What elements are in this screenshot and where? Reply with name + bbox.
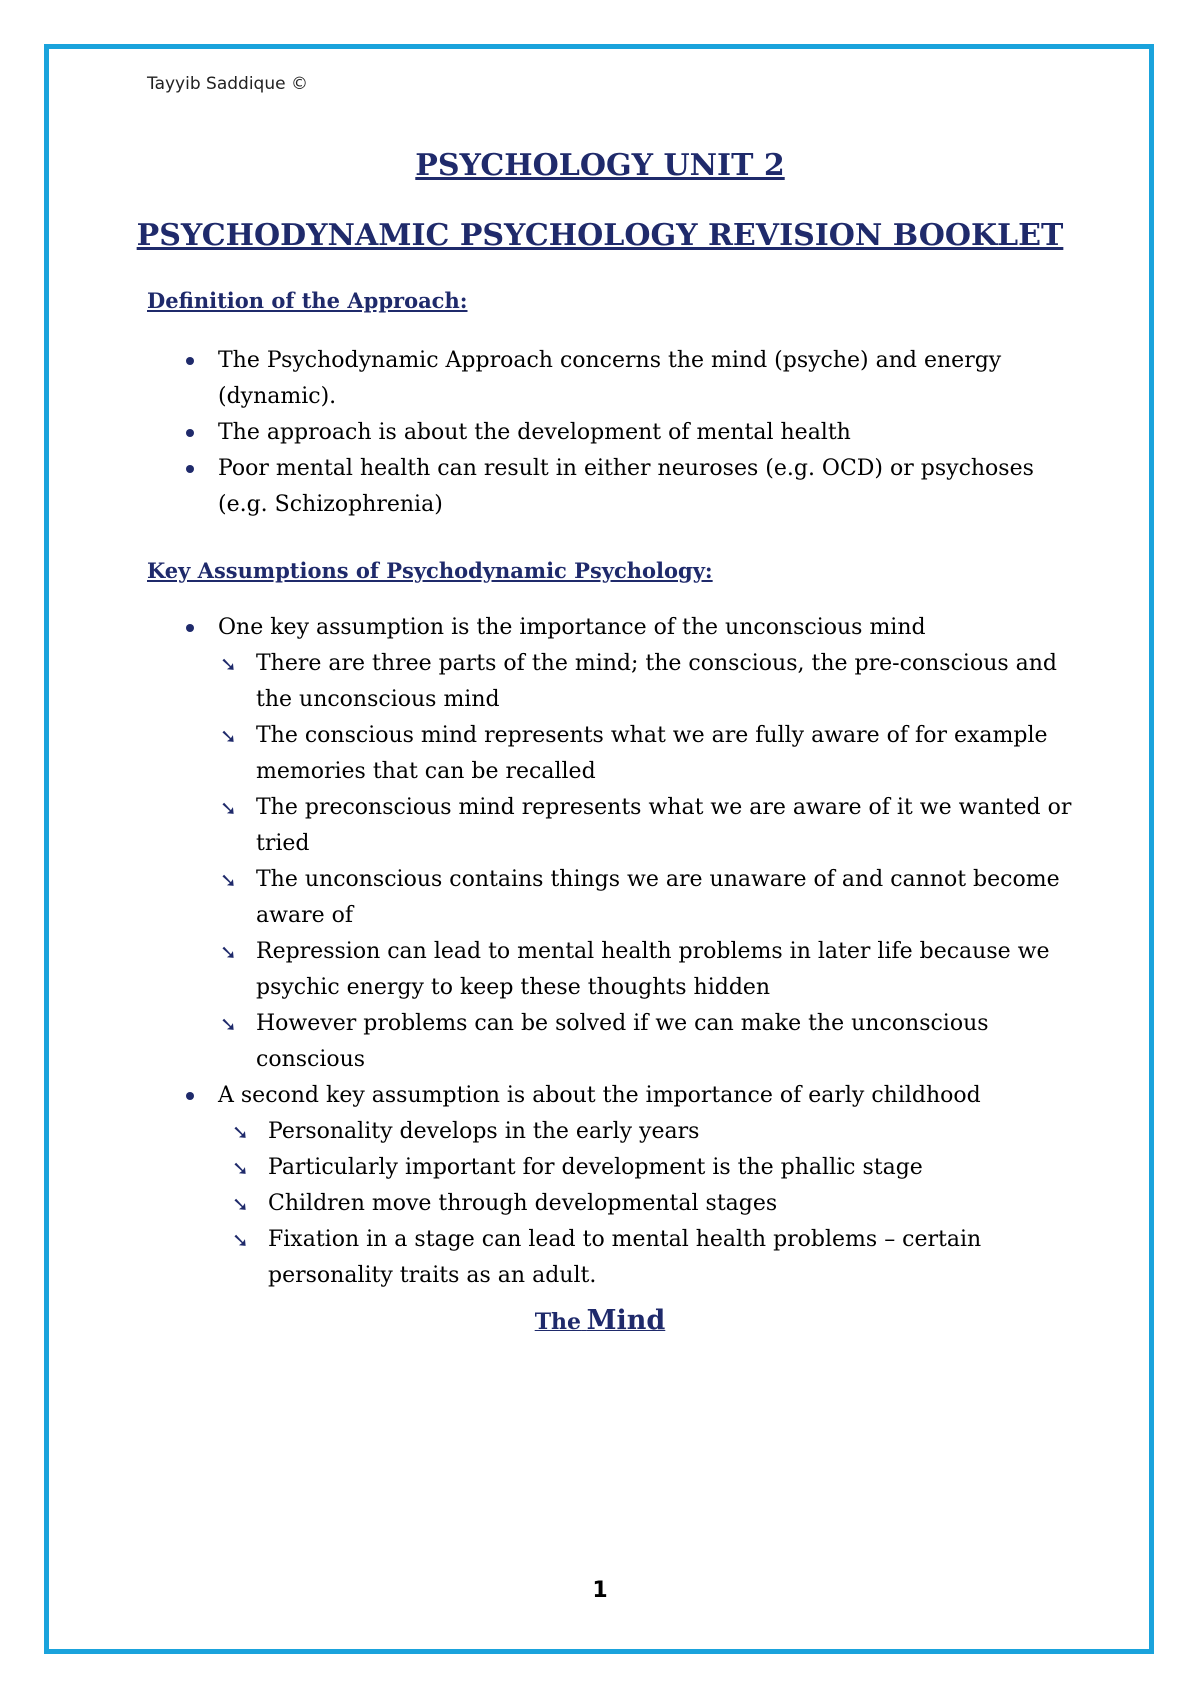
- arrow-down-right-icon: ➘: [220, 868, 237, 892]
- header-author: Tayyib Saddique ©: [147, 74, 308, 94]
- list-item-text: The approach is about the development of mental health: [218, 420, 851, 445]
- sub-list-item-text: Personality develops in the early years: [268, 1119, 700, 1144]
- page-subtitle: PSYCHODYNAMIC PSYCHOLOGY REVISION BOOKLET: [136, 218, 1064, 253]
- assumptions-list: [180, 610, 1080, 1294]
- sub-list-item: [218, 790, 1080, 862]
- sub-list-item-text: Children move through developmental stages: [268, 1191, 778, 1216]
- bullet-dot-icon: [186, 357, 194, 365]
- sub-list: [218, 1114, 1080, 1294]
- mind-heading: [0, 1305, 1200, 1336]
- arrow-down-right-icon: ➘: [220, 724, 237, 748]
- arrow-down-right-icon: ➘: [220, 940, 237, 964]
- sub-list-item: [218, 1222, 1080, 1294]
- arrow-down-right-icon: ➘: [232, 1228, 249, 1252]
- sub-list-item-text: The preconscious mind represents what we are aware of it we wanted or tried: [256, 795, 1072, 856]
- sub-list-item: [218, 1114, 1080, 1150]
- list-item: [180, 451, 1080, 523]
- mind-heading-part2: Mind: [586, 1305, 666, 1336]
- sub-list-item-text: The unconscious contains things we are unaware of and cannot become aware of: [256, 867, 1060, 928]
- arrow-down-right-icon: ➘: [232, 1192, 249, 1216]
- page-number: 1: [592, 1578, 608, 1603]
- sub-list-item-text: Repression can lead to mental health problems in later life because we psychic energy to keep these thoughts hidden: [256, 939, 1050, 1000]
- list-item-text: The Psychodynamic Approach concerns the mind (psyche) and energy (dynamic).: [218, 348, 1002, 409]
- sub-list-item: [218, 934, 1080, 1006]
- page-title: PSYCHOLOGY UNIT 2: [415, 148, 785, 183]
- sub-list-item: [218, 862, 1080, 934]
- sub-list-item: [218, 1006, 1080, 1078]
- arrow-down-right-icon: ➘: [220, 1012, 237, 1036]
- list-item: [180, 415, 1080, 451]
- sub-list-item: [218, 1150, 1080, 1186]
- list-item: [180, 343, 1080, 415]
- assumptions-heading: Key Assumptions of Psychodynamic Psychology:: [147, 558, 713, 583]
- sub-list-item-text: The conscious mind represents what we are fully aware of for example memories that can be recalled: [256, 723, 1048, 784]
- list-item-text: One key assumption is the importance of the unconscious mind: [218, 615, 926, 640]
- definition-heading: Definition of the Approach:: [147, 288, 468, 313]
- list-item-text: Poor mental health can result in either neuroses (e.g. OCD) or psychoses (e.g. Schizophrenia): [218, 456, 1034, 517]
- bullet-dot-icon: [186, 624, 194, 632]
- bullet-dot-icon: [186, 429, 194, 437]
- list-item: [180, 1078, 1080, 1294]
- sub-list-item: [218, 1186, 1080, 1222]
- mind-heading-part1: The: [534, 1309, 582, 1335]
- sub-list-item-text: Fixation in a stage can lead to mental health problems – certain personality traits as an adult.: [268, 1227, 982, 1288]
- sub-list-item-text: There are three parts of the mind; the conscious, the pre-conscious and the unconscious mind: [256, 651, 1058, 712]
- sub-list-item: [218, 646, 1080, 718]
- sub-list-item-text: However problems can be solved if we can make the unconscious conscious: [256, 1011, 989, 1072]
- sub-list: [218, 646, 1080, 1078]
- arrow-down-right-icon: ➘: [220, 796, 237, 820]
- arrow-down-right-icon: ➘: [232, 1120, 249, 1144]
- sub-list-item: [218, 718, 1080, 790]
- arrow-down-right-icon: ➘: [232, 1156, 249, 1180]
- definition-list: [180, 343, 1080, 523]
- bullet-dot-icon: [186, 465, 194, 473]
- sub-list-item-text: Particularly important for development is the phallic stage: [268, 1155, 923, 1180]
- bullet-dot-icon: [186, 1092, 194, 1100]
- list-item: [180, 610, 1080, 1078]
- arrow-down-right-icon: ➘: [220, 652, 237, 676]
- list-item-text: A second key assumption is about the importance of early childhood: [218, 1083, 981, 1108]
